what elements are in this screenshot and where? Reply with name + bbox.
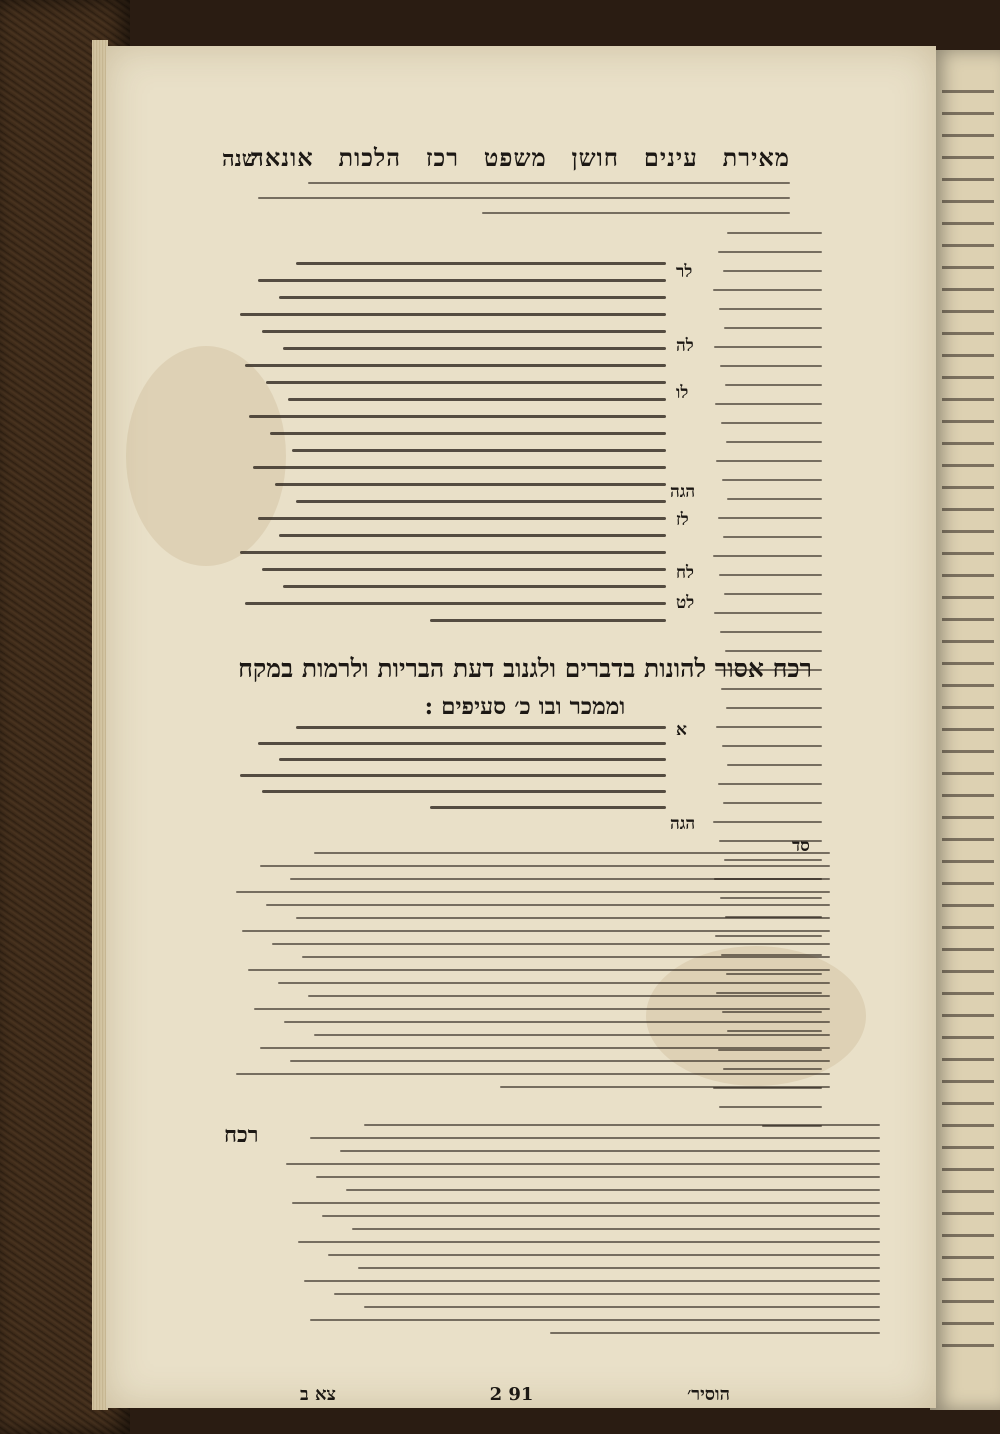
- text-line: [314, 852, 830, 854]
- text-line: [720, 365, 822, 367]
- text-line: [718, 783, 823, 785]
- text-line: [724, 327, 822, 329]
- text-line: [308, 995, 830, 997]
- folio-number: 91 2: [489, 1383, 534, 1405]
- text-line: [304, 1280, 880, 1282]
- paragraph-marker: לר: [676, 262, 693, 282]
- facing-text-line: [942, 420, 994, 423]
- text-line: [258, 279, 667, 282]
- text-line: [242, 930, 830, 932]
- text-line: [714, 346, 822, 348]
- facing-text-line: [942, 618, 994, 621]
- text-line: [364, 1306, 880, 1308]
- text-line: [283, 347, 666, 350]
- facing-text-line: [942, 728, 994, 731]
- header-word: משפט: [483, 143, 547, 172]
- text-line: [719, 574, 822, 576]
- facing-text-line: [942, 640, 994, 643]
- facing-text-line: [942, 508, 994, 511]
- text-line: [245, 602, 666, 605]
- facing-text-line: [942, 178, 994, 181]
- text-line: [266, 904, 830, 906]
- siman-text-block: [236, 726, 666, 822]
- text-line: [245, 364, 666, 367]
- text-line: [727, 764, 822, 766]
- text-line: [298, 1241, 880, 1243]
- facing-text-line: [942, 442, 994, 445]
- text-line: [262, 568, 666, 571]
- facing-text-line: [942, 838, 994, 841]
- header-word: חושן: [571, 143, 619, 172]
- commentary-bottom-block: [280, 1124, 880, 1345]
- text-line: [258, 197, 790, 199]
- text-line: [721, 422, 822, 424]
- header-word: מאירת: [722, 143, 790, 172]
- header-word: הלכות: [338, 143, 402, 172]
- facing-text-line: [942, 1146, 994, 1149]
- facing-page-edge: [930, 50, 1000, 1410]
- text-line: [292, 1202, 880, 1204]
- text-line: [346, 1189, 880, 1191]
- facing-text-line: [942, 1080, 994, 1083]
- text-line: [272, 943, 830, 945]
- facing-text-line: [942, 244, 994, 247]
- text-line: [716, 460, 822, 462]
- text-line: [240, 774, 666, 777]
- signature-mark: צא ב: [300, 1383, 336, 1405]
- text-line: [714, 612, 822, 614]
- text-line: [262, 790, 666, 793]
- facing-text-line: [942, 706, 994, 709]
- text-line: [284, 1021, 830, 1023]
- facing-text-line: [942, 266, 994, 269]
- text-line: [262, 330, 666, 333]
- facing-text-line: [942, 1278, 994, 1281]
- text-line: [286, 1163, 880, 1165]
- facing-text-line: [942, 1190, 994, 1193]
- text-line: [727, 232, 822, 234]
- text-line: [723, 802, 822, 804]
- text-line: [719, 308, 822, 310]
- text-line: [296, 726, 666, 729]
- text-line: [258, 742, 667, 745]
- page-footer: [300, 1380, 730, 1408]
- facing-text-line: [942, 750, 994, 753]
- facing-text-line: [942, 1058, 994, 1061]
- text-line: [322, 1215, 880, 1217]
- paragraph-marker: רכח: [224, 1122, 259, 1148]
- facing-text-line: [942, 816, 994, 819]
- paragraph-marker: לו: [676, 383, 689, 403]
- text-line: [260, 865, 830, 867]
- facing-text-line: [942, 112, 994, 115]
- text-line: [275, 483, 666, 486]
- chapter-title: רכח אסור להונות בדברים ולגנוב דעת הבריות ולרמות במקח: [238, 654, 812, 683]
- facing-text-line: [942, 1036, 994, 1039]
- text-line: [713, 289, 822, 291]
- text-line: [258, 517, 667, 520]
- paragraph-marker: הגה: [670, 482, 696, 502]
- paragraph-marker: לה: [676, 336, 694, 356]
- facing-text-line: [942, 860, 994, 863]
- text-line: [253, 466, 666, 469]
- text-line: [279, 758, 666, 761]
- text-line: [430, 619, 667, 622]
- facing-text-line: [942, 926, 994, 929]
- facing-text-line: [942, 1300, 994, 1303]
- text-line: [310, 1137, 880, 1139]
- facing-text-line: [942, 970, 994, 973]
- text-line: [292, 449, 666, 452]
- main-text-column: [236, 262, 666, 636]
- paragraph-marker: לז: [676, 510, 689, 530]
- facing-text-line: [942, 882, 994, 885]
- text-line: [260, 1047, 830, 1049]
- facing-text-line: [942, 222, 994, 225]
- page-corner-word: שנה: [222, 146, 258, 172]
- facing-text-line: [942, 772, 994, 775]
- facing-text-line: [942, 398, 994, 401]
- text-line: [500, 1086, 830, 1088]
- facing-text-line: [942, 530, 994, 533]
- text-line: [249, 415, 666, 418]
- text-line: [236, 891, 830, 893]
- text-line: [296, 500, 666, 503]
- commentary-lower-block: [230, 852, 830, 1099]
- text-line: [727, 498, 822, 500]
- text-line: [724, 593, 822, 595]
- text-line: [248, 969, 830, 971]
- text-line: [296, 917, 830, 919]
- facing-text-line: [942, 662, 994, 665]
- text-line: [316, 1176, 880, 1178]
- facing-text-line: [942, 376, 994, 379]
- facing-text-line: [942, 464, 994, 467]
- text-line: [236, 1073, 830, 1075]
- text-line: [430, 806, 667, 809]
- header-word: רכז: [425, 143, 460, 172]
- text-line: [240, 313, 666, 316]
- text-line: [270, 432, 666, 435]
- facing-text-line: [942, 310, 994, 313]
- text-line: [266, 381, 666, 384]
- facing-text-line: [942, 1014, 994, 1017]
- facing-text-line: [942, 948, 994, 951]
- facing-text-line: [942, 1212, 994, 1215]
- facing-text-line: [942, 156, 994, 159]
- chapter-subtitle: וממכר ובו כ׳ סעיפים :: [424, 693, 626, 720]
- facing-text-line: [942, 288, 994, 291]
- paragraph-marker: סד: [792, 836, 810, 856]
- facing-text-line: [942, 1322, 994, 1325]
- text-line: [722, 745, 822, 747]
- text-line: [719, 1106, 822, 1108]
- facing-text-line: [942, 1234, 994, 1237]
- text-line: [308, 182, 790, 184]
- facing-text-line: [942, 354, 994, 357]
- running-header: [250, 140, 790, 176]
- text-line: [352, 1228, 880, 1230]
- text-line: [722, 479, 822, 481]
- catchword: הוסיר׳: [687, 1383, 730, 1405]
- facing-text-line: [942, 332, 994, 335]
- text-line: [713, 821, 822, 823]
- text-line: [290, 1060, 830, 1062]
- text-line: [334, 1293, 880, 1295]
- text-line: [283, 585, 666, 588]
- text-line: [725, 384, 822, 386]
- facing-text-line: [942, 1344, 994, 1347]
- text-line: [716, 726, 822, 728]
- paragraph-marker: לט: [676, 593, 695, 613]
- facing-text-line: [942, 1168, 994, 1171]
- facing-text-line: [942, 1124, 994, 1127]
- text-line: [288, 398, 666, 401]
- text-line: [302, 956, 830, 958]
- text-line: [718, 251, 823, 253]
- text-line: [726, 441, 822, 443]
- facing-text-line: [942, 904, 994, 907]
- chapter-heading: [220, 650, 830, 726]
- text-line: [296, 262, 666, 265]
- facing-text-line: [942, 794, 994, 797]
- text-line: [314, 1034, 830, 1036]
- text-line: [340, 1150, 880, 1152]
- paragraph-marker: לח: [676, 563, 695, 583]
- facing-text-line: [942, 90, 994, 93]
- text-line: [364, 1124, 880, 1126]
- facing-text-line: [942, 992, 994, 995]
- text-line: [240, 551, 666, 554]
- text-line: [715, 403, 822, 405]
- text-line: [358, 1267, 880, 1269]
- text-line: [718, 517, 823, 519]
- text-line: [290, 878, 830, 880]
- text-line: [482, 212, 790, 214]
- text-line: [723, 536, 822, 538]
- text-line: [550, 1332, 880, 1334]
- paragraph-marker: הגה: [670, 814, 696, 834]
- facing-text-line: [942, 1102, 994, 1105]
- facing-text-line: [942, 486, 994, 489]
- text-line: [720, 631, 822, 633]
- text-line: [723, 270, 822, 272]
- commentary-top-block: [230, 182, 790, 227]
- text-line: [310, 1319, 880, 1321]
- text-line: [328, 1254, 880, 1256]
- facing-text-line: [942, 552, 994, 555]
- facing-text-line: [942, 684, 994, 687]
- paragraph-marker: א: [676, 720, 687, 740]
- header-word: אונאה: [250, 143, 314, 172]
- text-line: [254, 1008, 830, 1010]
- header-word: עינים: [643, 143, 698, 172]
- facing-text-line: [942, 200, 994, 203]
- facing-text-line: [942, 596, 994, 599]
- text-line: [278, 982, 830, 984]
- facing-text-line: [942, 1256, 994, 1259]
- text-line: [713, 555, 822, 557]
- text-line: [279, 534, 666, 537]
- facing-text-line: [942, 574, 994, 577]
- facing-text-line: [942, 134, 994, 137]
- text-line: [279, 296, 666, 299]
